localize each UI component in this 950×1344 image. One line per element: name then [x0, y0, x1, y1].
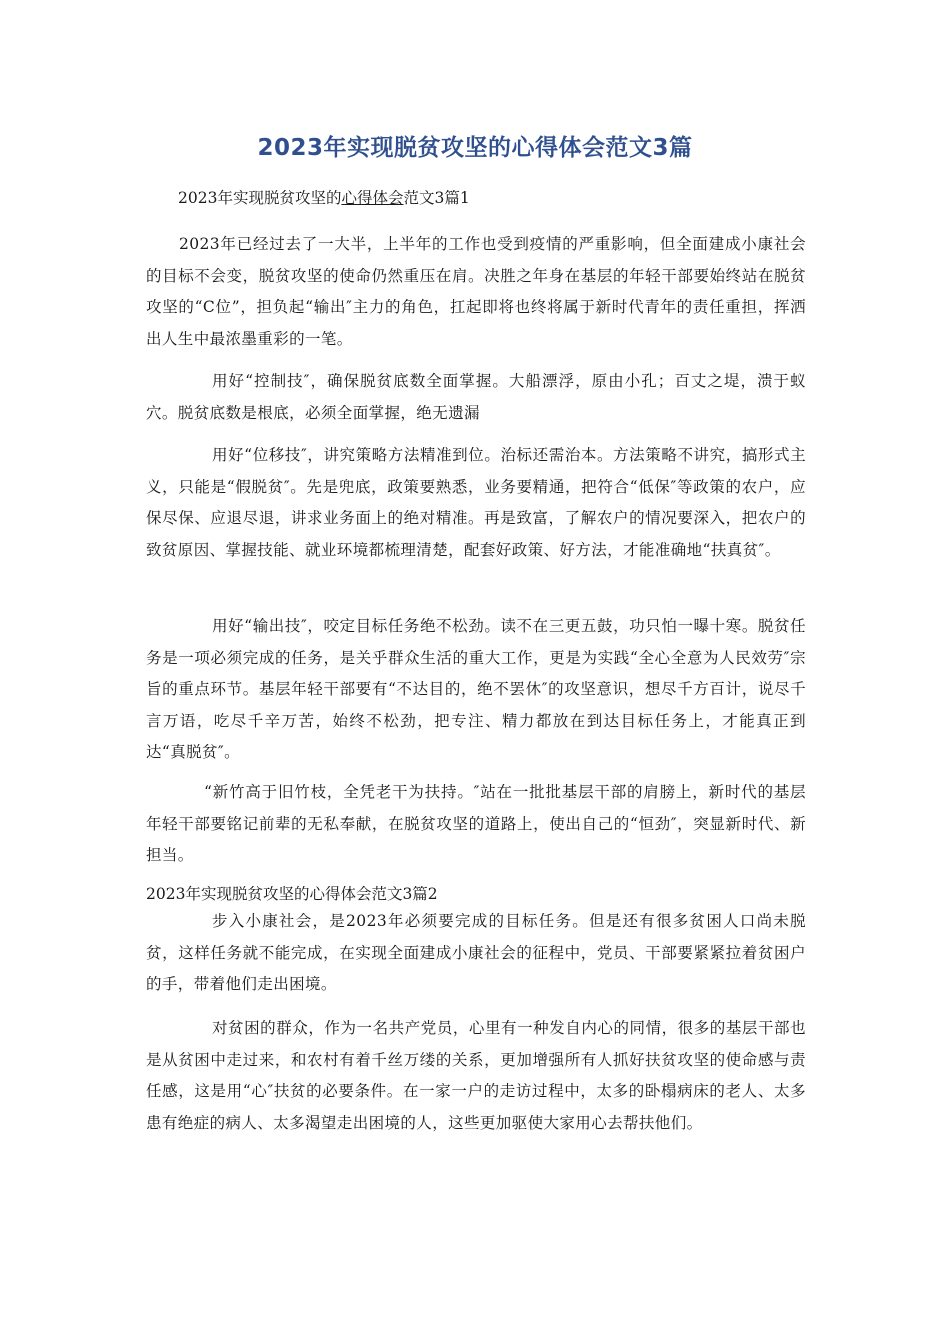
paragraph: 对贫困的群众，作为一名共产党员，心里有一种发自内心的同情，很多的基层干部也是从贫困中走过来，和农村有着千丝万缕的关系，更加增强所有人抓好扶贫攻坚的使命感与责任感，这是用“心″扶贫的必要条件。在一家一户的走访过程中，太多的卧榻病床的老人、太多患有绝症的病人、太多渴望走出困境的人，这些更加驱使大家用心去帮扶他们。 — [146, 1019, 806, 1132]
section-1-heading-link[interactable]: 心得体会 — [341, 189, 404, 207]
paragraph: “新竹高于旧竹枝，全凭老干为扶持。″站在一批批基层干部的肩膀上，新时代的基层年轻干部要铭记前辈的无私奉献，在脱贫攻坚的道路上，使出自己的“恒劲″，突显新时代、新担当。 — [146, 783, 806, 864]
section-1-heading — [178, 186, 470, 210]
section-2-heading: 2023年实现脱贫攻坚的心得体会范文3篇2 — [146, 885, 438, 903]
paragraph: 步入小康社会，是2023年必须要完成的目标任务。但是还有很多贫困人口尚未脱贫，这样任务就不能完成，在实现全面建成小康社会的征程中，党员、干部要紧紧拉着贫困户的手，带着他们走出困境。 — [146, 912, 806, 993]
paragraph: 用好“控制技″，确保脱贫底数全面掌握。大船漂浮，原由小孔；百丈之堤，溃于蚁穴。脱贫底数是根底，必须全面掌握，绝无遗漏 — [146, 372, 806, 422]
section-1-heading-prefix: 2023年实现脱贫攻坚的 — [178, 189, 342, 207]
page-title: 2023年实现脱贫攻坚的心得体会范文3篇 — [257, 135, 693, 161]
paragraph: 用好“位移技″，讲究策略方法精准到位。治标还需治本。方法策略不讲究，搞形式主义，只能是“假脱贫″。先是兜底，政策要熟悉，业务要精通，把符合“低保″等政策的农户，应保尽保、应退尽退，讲求业务面上的绝对精准。再是致富，了解农户的情况要深入，把农户的致贫原因、掌握技能、就业环境都梳理清楚，配套好政策、好方法，才能准确地“扶真贫″。 — [146, 446, 806, 559]
paragraph: 用好“输出技″，咬定目标任务绝不松劲。读不在三更五鼓，功只怕一曝十寒。脱贫任务是一项必须完成的任务，是关乎群众生活的重大工作，更是为实践“全心全意为人民效劳″宗旨的重点环节。基层年轻干部要有“不达目的，绝不罢休″的攻坚意识，想尽千方百计，说尽千言万语，吃尽千辛万苦，始终不松劲，把专注、精力都放在到达目标任务上，才能真正到达“真脱贫″。 — [146, 617, 806, 761]
paragraph: 2023年已经过去了一大半，上半年的工作也受到疫情的严重影响，但全面建成小康社会的目标不会变，脱贫攻坚的使命仍然重压在肩。决胜之年身在基层的年轻干部要始终站在脱贫攻坚的“C位”，担负起“输出″主力的角色，扛起即将也终将属于新时代青年的责任重担，挥洒出人生中最浓墨重彩的一笔。 — [146, 235, 806, 348]
section-1-heading-suffix: 范文3篇1 — [403, 189, 470, 207]
